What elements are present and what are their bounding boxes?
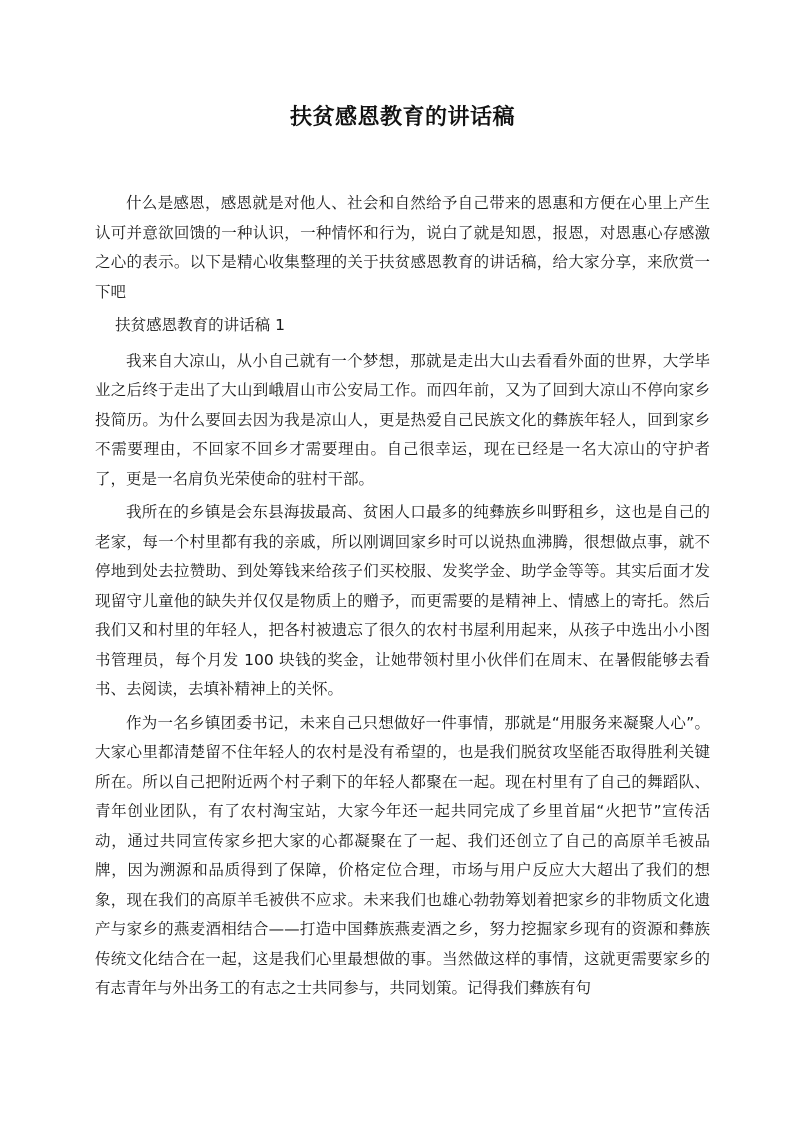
intro-paragraph: 什么是感恩，感恩就是对他人、社会和自然给予自己带来的恩惠和方便在心里上产生认可并意欲回馈的一种认识，一种情怀和行为，说白了就是知恩，报恩，对恩惠心存感激之心的表示。以下是精心收集整理的关于扶贫感恩教育的讲话稿，给大家分享，来欣赏一下吧 [95, 194, 710, 301]
section-heading: 扶贫感恩教育的讲话稿 1 [115, 316, 285, 334]
body-paragraph: 我来自大凉山，从小自己就有一个梦想，那就是走出大山去看看外面的世界，大学毕业之后终于走出了大山到峨眉山市公安局工作。而四年前，又为了回到大凉山不停向家乡投简历。为什么要回去因为我是凉山人，更是热爱自己民族文化的彝族年轻人，回到家乡不需要理由，不回家不回乡才需要理由。自己很幸运，现在已经是一名大凉山的守护者了，更是一名肩负光荣使命的驻村干部。 [95, 351, 710, 488]
body-paragraph: 我所在的乡镇是会东县海拔最高、贫困人口最多的纯彝族乡叫野租乡，这也是自己的老家，每一个村里都有我的亲戚，所以刚调回家乡时可以说热血沸腾，很想做点事，就不停地到处去拉赞助、到处筹钱来给孩子们买校服、发奖学金、助学金等等。其实后面才发现留守儿童他的缺失并仅仅是物质上的赠予，而更需要的是精神上、情感上的寄托。然后我们又和村里的年轻人，把各村被遗忘了很久的农村书屋利用起来，从孩子中选出小小图书管理员，每个月发 100 块钱的奖金，让她带领村里小伙伴们在周末、在暑假能够去看书、去阅读，去填补精神上的关怀。 [95, 503, 710, 698]
document-body [95, 189, 710, 1004]
document-title: 扶贫感恩教育的讲话稿 [289, 105, 515, 130]
body-paragraph: 作为一名乡镇团委书记，未来自己只想做好一件事情，那就是“用服务来凝聚人心”。大家心里都清楚留不住年轻人的农村是没有希望的，也是我们脱贫攻坚能否取得胜利关键所在。所以自己把附近两个村子剩下的年轻人都聚在一起。现在村里有了自己的舞蹈队、青年创业团队，有了农村淘宝站，大家今年还一起共同完成了乡里首届“火把节”宣传活动，通过共同宣传家乡把大家的心都凝聚在了一起、我们还创立了自己的高原羊毛被品牌，因为溯源和品质得到了保障，价格定位合理，市场与用户反应大大超出了我们的想象，现在我们的高原羊毛被供不应求。未来我们也雄心勃勃筹划着把家乡的非物质文化遗产与家乡的燕麦酒相结合——打造中国彝族燕麦酒之乡，努力挖掘家乡现有的资源和彝族传统文化结合在一起，这是我们心里最想做的事。当然做这样的事情，这就更需要家乡的有志青年与外出务工的有志之士共同参与，共同划策。记得我们彝族有句 [95, 713, 710, 997]
